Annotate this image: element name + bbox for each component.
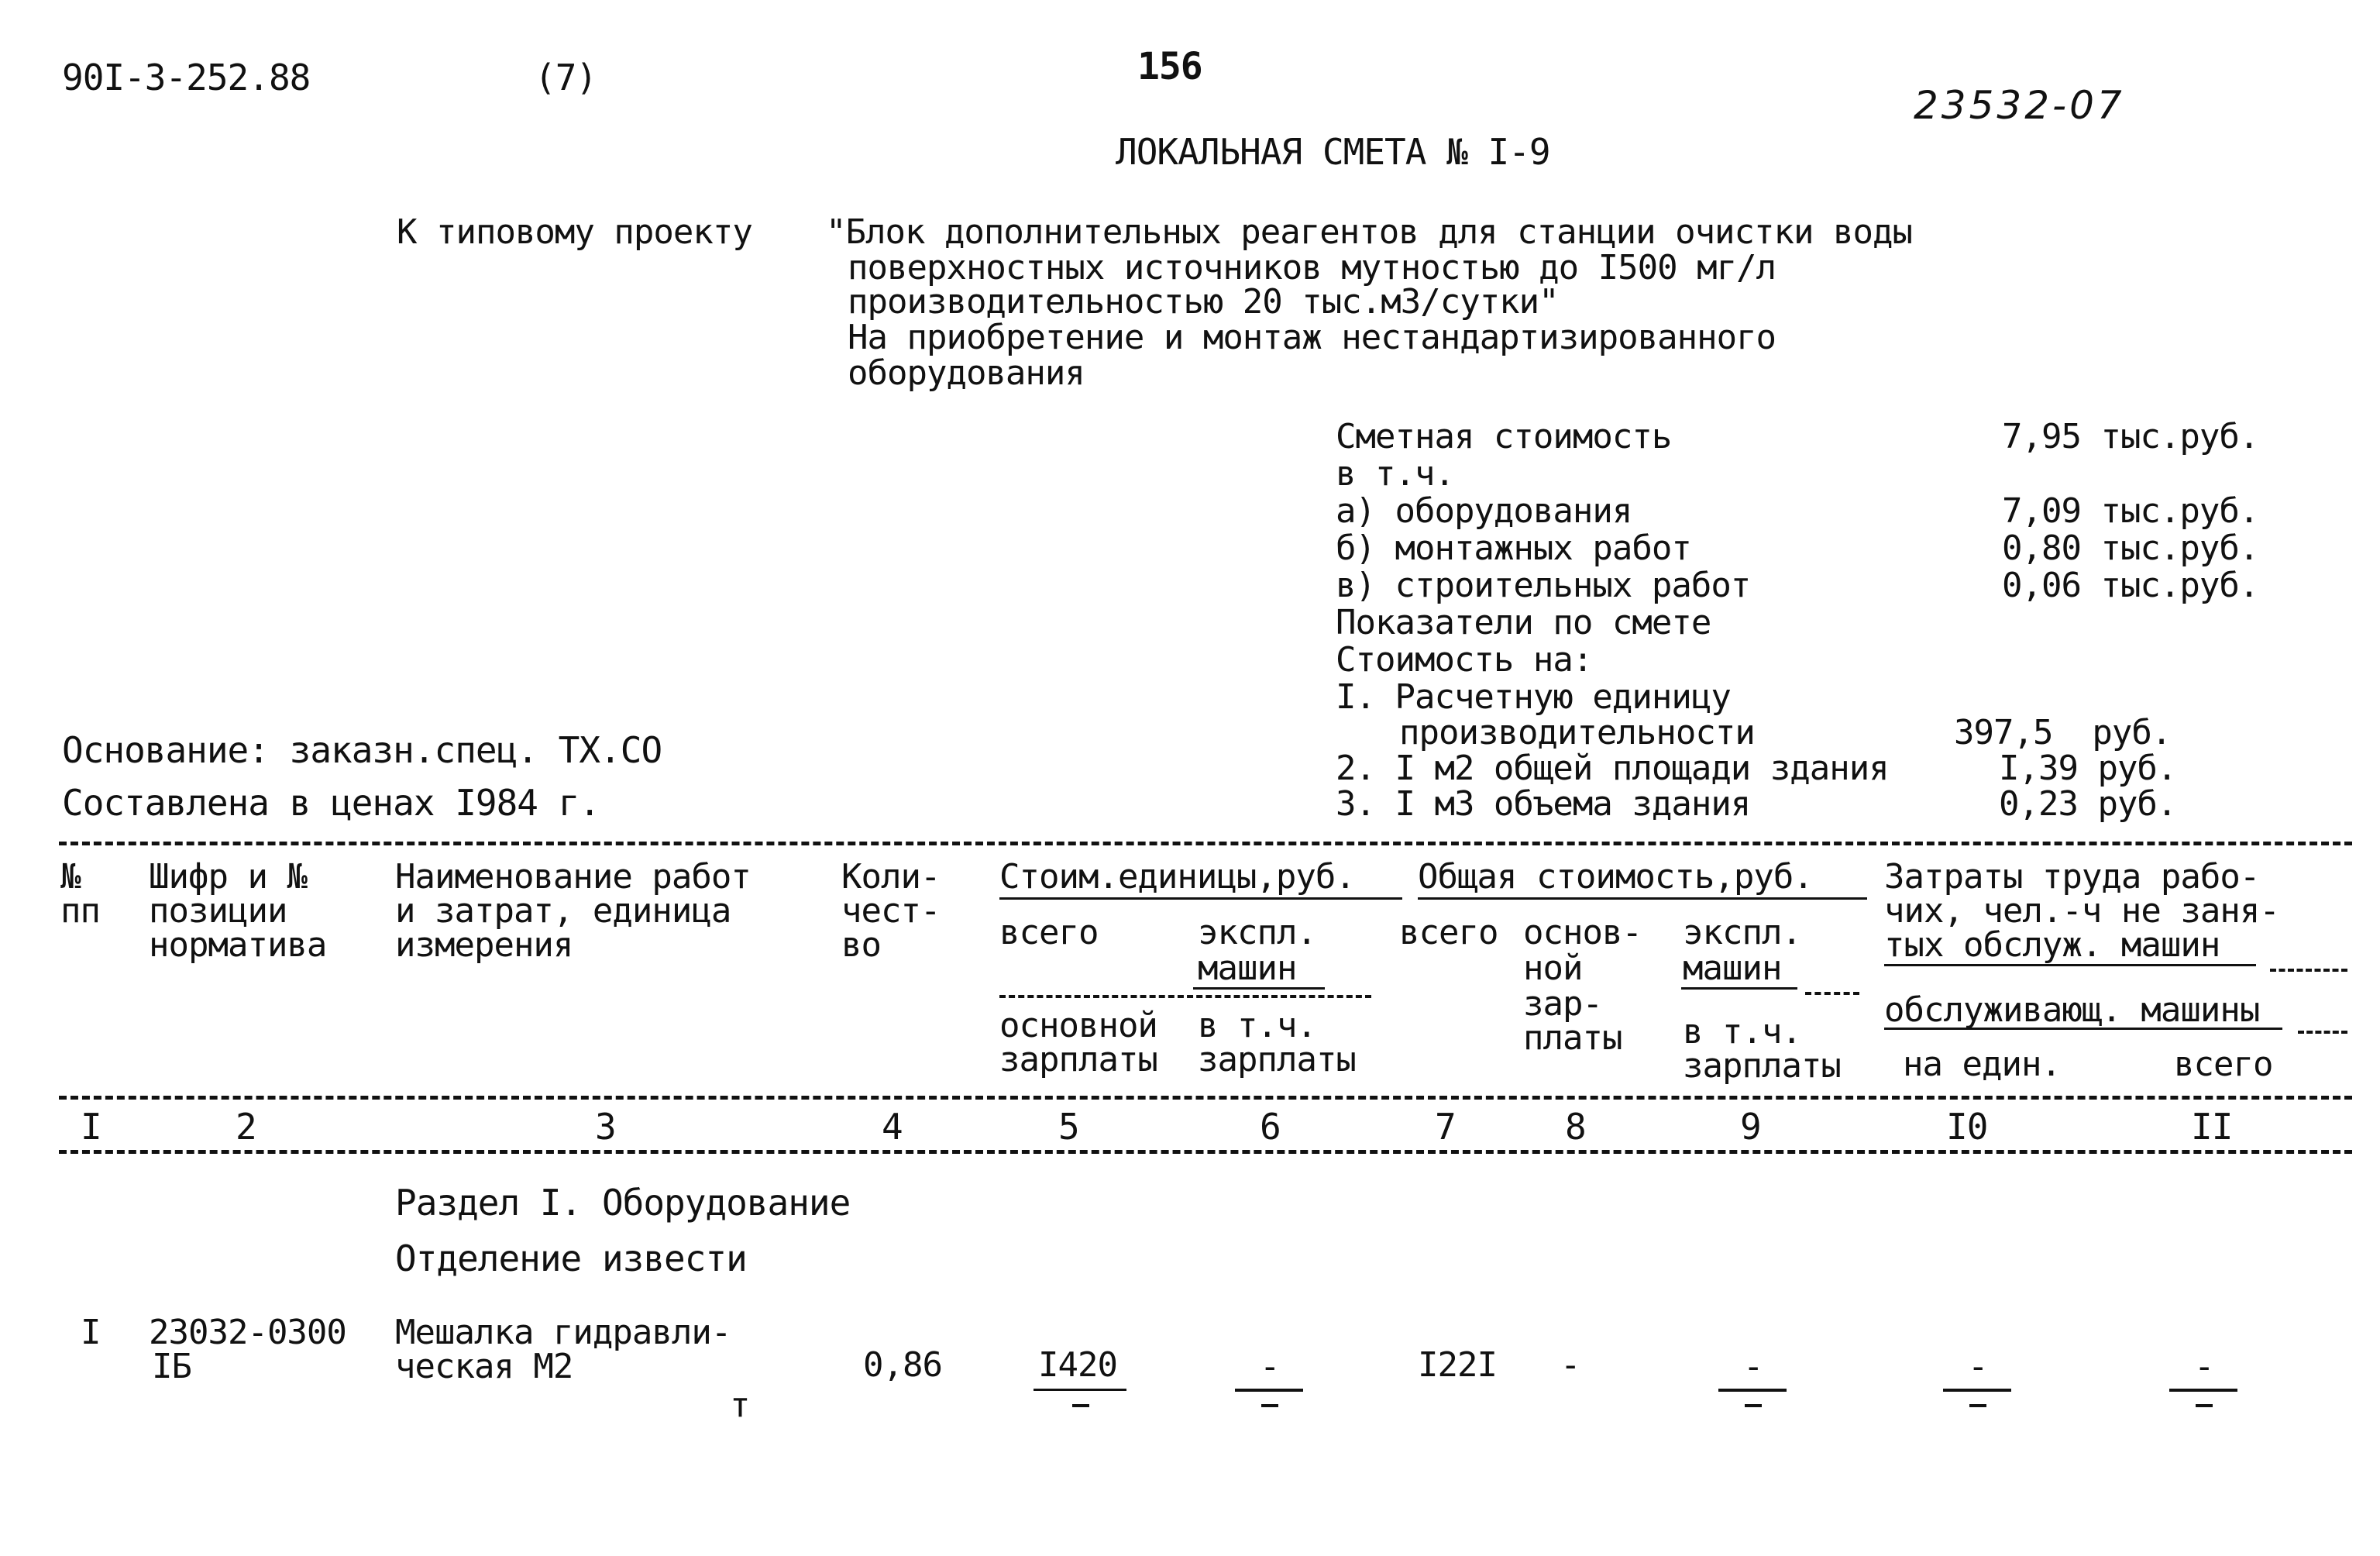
col6-rule: [1235, 1389, 1303, 1392]
mach2-underline: [1681, 987, 1797, 990]
row-col7: I22I: [1418, 1345, 1497, 1385]
col-number: 4: [882, 1106, 903, 1148]
project-label: К типовому проекту: [397, 212, 752, 252]
row-unit: т: [730, 1386, 750, 1425]
header-code: Шифр и №: [149, 857, 307, 897]
document-code: 90I-3-252.88: [62, 57, 311, 98]
document-title: ЛОКАЛЬНАЯ СМЕТА № I-9: [1116, 131, 1550, 173]
row-col6: -: [1260, 1347, 1280, 1386]
col5-dash: [1072, 1404, 1089, 1407]
header-col8-base: зар-: [1523, 984, 1602, 1024]
summary-item-value: 7,09 тыс.руб.: [2002, 491, 2259, 531]
col-number: II: [2191, 1106, 2233, 1148]
indicator-3-value: 0,23 руб.: [1999, 784, 2177, 824]
header-col6-incl: в т.ч.: [1198, 1006, 1316, 1045]
row-qty: 0,86: [863, 1345, 942, 1385]
header-name: и затрат, единица: [395, 891, 731, 931]
summary-item-value: 0,80 тыс.руб.: [2002, 528, 2259, 568]
header-total-cost: Общая стоимость,руб.: [1418, 857, 1813, 897]
header-col5-total: всего: [999, 913, 1099, 952]
header-labor: тых обслуж. машин: [1884, 925, 2220, 965]
total-cost-underline: [1418, 897, 1867, 900]
header-col5-basewage: основной: [999, 1006, 1157, 1045]
col9-rule: [1718, 1389, 1787, 1392]
servicing-dash-tail: [2298, 1031, 2347, 1034]
summary-item-value: 0,06 тыс.руб.: [2002, 566, 2259, 605]
price-basis: Составлена в ценах I984 г.: [62, 782, 600, 824]
header-col5-basewage: зарплаты: [999, 1040, 1157, 1079]
header-col9-incl: зарплаты: [1683, 1046, 1841, 1086]
basis: Основание: заказн.спец. ТХ.СО: [62, 729, 662, 771]
col-number: 3: [595, 1106, 616, 1148]
header-name: Наименование работ: [395, 857, 751, 897]
row-name: Мешалка гидравли-: [395, 1313, 731, 1352]
indicator-2-value: I,39 руб.: [1999, 749, 2177, 788]
subsection-title: Отделение извести: [395, 1238, 747, 1279]
header-col7-total: всего: [1399, 913, 1498, 952]
summary-cost-label: Сметная стоимость: [1336, 417, 1672, 456]
project-line: "Блок дополнительных реагентов для станции очистки воды: [826, 212, 1912, 252]
table-top-rule: [59, 842, 2352, 845]
unit-cost-underline: [999, 897, 1402, 900]
header-per-unit: на един.: [1903, 1045, 2061, 1084]
col-number: 2: [236, 1106, 256, 1148]
row-col5: I420: [1038, 1345, 1117, 1385]
indicator-3-label: 3. I м3 объема здания: [1336, 784, 1751, 824]
labor-underline: [1884, 964, 2256, 966]
row-num: I: [81, 1313, 101, 1352]
indicator-1-line-1: I. Расчетную единицу: [1336, 677, 1731, 717]
col10-rule: [1943, 1389, 2011, 1392]
header-num: пп: [60, 891, 100, 931]
header-labor: чих, чел.-ч не заня-: [1884, 891, 2279, 931]
col5-underline: [1034, 1389, 1126, 1391]
summary-item-label: в) строительных работ: [1336, 566, 1751, 605]
col11-rule: [2169, 1389, 2237, 1392]
header-col8-base: ной: [1523, 948, 1583, 988]
indicator-1-value: 397,5 руб.: [1954, 713, 2172, 752]
header-bottom-rule: [59, 1096, 2352, 1100]
header-qty: Коли-: [841, 857, 941, 897]
col-number: I: [81, 1106, 101, 1148]
col-number: 8: [1565, 1106, 1586, 1148]
indicator-1-line-2: производительности: [1399, 713, 1755, 752]
document-sheet: (7): [535, 57, 597, 98]
labor-dash-tail: [2270, 969, 2347, 972]
summary-indicators-label: Показатели по смете: [1336, 603, 1711, 642]
col-number: 6: [1260, 1106, 1281, 1148]
col-number: I0: [1946, 1106, 1988, 1148]
col-number-rule: [59, 1150, 2352, 1154]
header-code: позиции: [149, 891, 287, 931]
header-col8-base: основ-: [1523, 913, 1642, 952]
row-col10: -: [1968, 1347, 1988, 1386]
col6-dash: [1261, 1404, 1278, 1407]
summary-item-label: б) монтажных работ: [1336, 528, 1691, 568]
page-number: 156: [1137, 45, 1202, 88]
col-number: 7: [1435, 1106, 1456, 1148]
header-col9-mach: машин: [1683, 948, 1782, 988]
header-all: всего: [2174, 1045, 2273, 1084]
col10-dash: [1969, 1404, 1986, 1407]
header-col6-incl: зарплаты: [1198, 1040, 1356, 1079]
header-col6-mach: машин: [1198, 948, 1297, 988]
header-qty: чест-: [841, 891, 941, 931]
col11-dash: [2196, 1404, 2213, 1407]
indicator-2-label: 2. I м2 общей площади здания: [1336, 749, 1889, 788]
row-code: IБ: [152, 1347, 191, 1386]
mach-underline: [1193, 987, 1325, 990]
summary-cost-value: 7,95 тыс.руб.: [2002, 417, 2259, 456]
header-unit-cost: Стоим.единицы,руб.: [999, 857, 1355, 897]
header-qty: во: [841, 925, 881, 965]
project-line: поверхностных источников мутностью до I500 мг/л: [848, 248, 1776, 287]
unit-cost-sub-rule: [999, 995, 1371, 998]
header-col6-mach: экспл.: [1198, 913, 1316, 952]
project-line: На приобретение и монтаж нестандартизированного: [848, 318, 1776, 357]
row-name: ческая М2: [395, 1347, 573, 1386]
mach2-dash-tail: [1805, 992, 1859, 995]
row-col8: -: [1560, 1345, 1580, 1385]
summary-item-label: а) оборудования: [1336, 491, 1632, 531]
section-title: Раздел I. Оборудование: [395, 1182, 851, 1224]
header-name: измерения: [395, 925, 573, 965]
col-number: 9: [1740, 1106, 1761, 1148]
project-line: оборудования: [848, 353, 1085, 393]
col9-dash: [1745, 1404, 1762, 1407]
col-number: 5: [1058, 1106, 1079, 1148]
servicing-underline: [1884, 1028, 2282, 1030]
row-code: 23032-0300: [149, 1313, 346, 1352]
header-labor: Затраты труда рабо-: [1884, 857, 2260, 897]
header-col9-incl: в т.ч.: [1683, 1012, 1801, 1052]
summary-incl-label: в т.ч.: [1336, 454, 1454, 494]
header-col9-mach: экспл.: [1683, 913, 1801, 952]
row-col11: -: [2194, 1347, 2214, 1386]
header-servicing: обслуживающ. машины: [1884, 990, 2260, 1030]
handwritten-number: 23532-07: [1914, 83, 2125, 128]
project-line: производительностью 20 тыс.м3/сутки": [848, 282, 1559, 322]
row-col9: -: [1743, 1347, 1763, 1386]
summary-cost-per-label: Стоимость на:: [1336, 640, 1593, 680]
header-col8-base: платы: [1523, 1018, 1622, 1058]
header-num: №: [60, 857, 81, 897]
header-code: норматива: [149, 925, 327, 965]
